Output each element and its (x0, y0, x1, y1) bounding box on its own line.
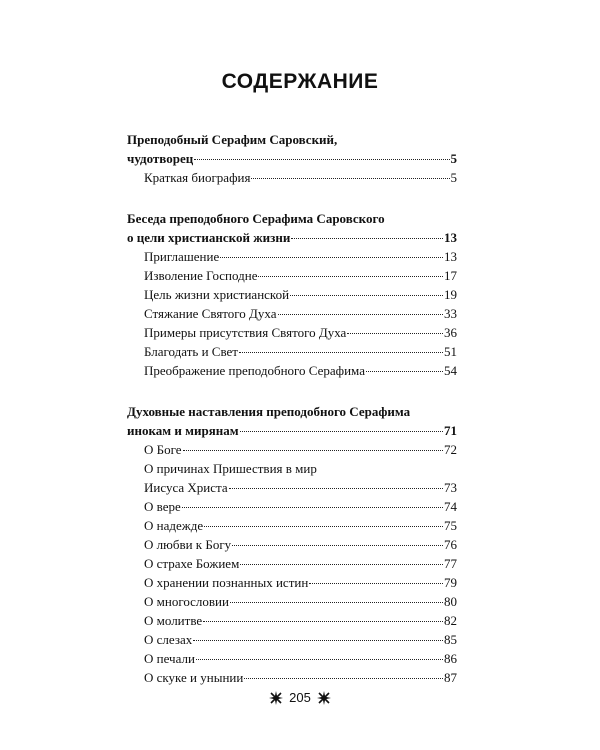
toc-entry-label: О молитве (144, 613, 203, 628)
toc-entry-label: О причинах Пришествия в мир (144, 461, 317, 476)
page-footer (0, 690, 600, 705)
dot-leader (203, 621, 443, 622)
toc-entry-label: О вере (144, 499, 181, 514)
toc-entry-label: О страхе Божием (144, 556, 240, 571)
dot-leader (244, 678, 443, 679)
toc-entry[interactable] (127, 649, 457, 668)
dot-leader (240, 564, 443, 565)
toc-entry-label: О слезах (144, 632, 193, 647)
page-title: СОДЕРЖАНИЕ (221, 70, 379, 93)
toc-entry-label: Благодать и Свет (144, 344, 238, 359)
toc-page-number: 5 (450, 170, 457, 185)
toc-entry-label: О скуке и унынии (144, 670, 244, 685)
dot-leader (278, 314, 443, 315)
toc-heading-text: Духовные наставления преподобного Серафима (127, 404, 411, 419)
table-of-contents (127, 130, 457, 709)
toc-entry[interactable] (127, 554, 457, 573)
toc-entry[interactable] (127, 342, 457, 361)
toc-entry-label: О любви к Богу (144, 537, 232, 552)
dot-leader (240, 431, 443, 432)
toc-page-number: 87 (444, 670, 457, 685)
toc-page-number: 71 (444, 423, 457, 438)
dot-leader (232, 545, 443, 546)
toc-page-number: 72 (444, 442, 457, 457)
dot-leader (230, 602, 443, 603)
toc-entry[interactable] (127, 611, 457, 630)
dot-leader (196, 659, 443, 660)
toc-page-number: 74 (444, 499, 457, 514)
toc-entry[interactable] (127, 440, 457, 459)
toc-entry-label: Цель жизни христианской (144, 287, 290, 302)
toc-section-2 (127, 209, 457, 380)
toc-entry-label: О печали (144, 651, 195, 666)
toc-page-number: 76 (444, 537, 457, 552)
toc-entry-label: О надежде (144, 518, 204, 533)
dot-leader (291, 238, 443, 239)
toc-entry[interactable] (127, 361, 457, 380)
toc-entry-label: Преображение преподобного Серафима (144, 363, 365, 378)
cross-star-ornament-icon (269, 691, 283, 705)
dot-leader (193, 640, 443, 641)
toc-heading-line[interactable] (127, 209, 457, 228)
toc-entry-label: О хранении познанных истин (144, 575, 309, 590)
toc-page-number: 82 (444, 613, 457, 628)
dot-leader (366, 371, 443, 372)
page-number: 205 (289, 690, 311, 705)
dot-leader (220, 257, 443, 258)
toc-page-number: 79 (444, 575, 457, 590)
dot-leader (251, 178, 449, 179)
toc-entry-label: О Боге (144, 442, 182, 457)
dot-leader (347, 333, 443, 334)
toc-heading-line[interactable] (127, 402, 457, 421)
toc-heading-text: Беседа преподобного Серафима Саровского (127, 211, 385, 226)
toc-entry[interactable] (127, 497, 457, 516)
toc-page-number: 13 (444, 230, 457, 245)
toc-entry[interactable] (127, 573, 457, 592)
toc-heading-line[interactable] (127, 130, 457, 149)
toc-page-number: 85 (444, 632, 457, 647)
toc-heading-line[interactable] (127, 149, 457, 168)
toc-entry[interactable] (127, 168, 457, 187)
toc-section-3 (127, 402, 457, 687)
toc-page-number: 73 (444, 480, 457, 495)
toc-entry[interactable] (127, 323, 457, 342)
toc-entry[interactable] (127, 592, 457, 611)
dot-leader (182, 507, 443, 508)
toc-heading-text: Преподобный Серафим Саровский, (127, 132, 338, 147)
toc-entry-first-line[interactable] (127, 459, 457, 478)
toc-page-number: 86 (444, 651, 457, 666)
dot-leader (194, 159, 449, 160)
toc-entry-label: Приглашение (144, 249, 220, 264)
toc-heading-line[interactable] (127, 421, 457, 440)
dot-leader (183, 450, 443, 451)
toc-heading-text: о цели христианской жизни (127, 230, 291, 245)
toc-page-number: 13 (444, 249, 457, 264)
toc-page-number: 80 (444, 594, 457, 609)
toc-entry-label: Изволение Господне (144, 268, 258, 283)
toc-page-number: 77 (444, 556, 457, 571)
toc-entry-label: Иисуса Христа (144, 480, 228, 495)
toc-heading-line[interactable] (127, 228, 457, 247)
toc-entry[interactable] (127, 535, 457, 554)
dot-leader (204, 526, 443, 527)
toc-entry-label: Краткая биография (144, 170, 251, 185)
toc-page-number: 54 (444, 363, 457, 378)
dot-leader (258, 276, 443, 277)
toc-page-number: 33 (444, 306, 457, 321)
toc-entry-label: Примеры присутствия Святого Духа (144, 325, 347, 340)
toc-heading-text: чудотворец (127, 151, 194, 166)
toc-section-1 (127, 130, 457, 187)
toc-heading-text: инокам и мирянам (127, 423, 239, 438)
toc-entry[interactable] (127, 630, 457, 649)
toc-entry[interactable] (127, 266, 457, 285)
toc-entry[interactable] (127, 285, 457, 304)
toc-entry[interactable] (127, 478, 457, 497)
cross-star-ornament-icon (317, 691, 331, 705)
toc-entry[interactable] (127, 247, 457, 266)
toc-page-number: 75 (444, 518, 457, 533)
toc-page-number: 51 (444, 344, 457, 359)
toc-entry[interactable] (127, 668, 457, 687)
toc-entry[interactable] (127, 304, 457, 323)
toc-page-number: 36 (444, 325, 457, 340)
toc-entry-label: О многословии (144, 594, 229, 609)
dot-leader (229, 488, 443, 489)
dot-leader (290, 295, 443, 296)
toc-entry[interactable] (127, 516, 457, 535)
dot-leader (309, 583, 443, 584)
dot-leader (239, 352, 443, 353)
toc-page-number: 17 (444, 268, 457, 283)
toc-page-number: 5 (450, 151, 457, 166)
toc-entry-label: Стяжание Святого Духа (144, 306, 277, 321)
toc-page-number: 19 (444, 287, 457, 302)
